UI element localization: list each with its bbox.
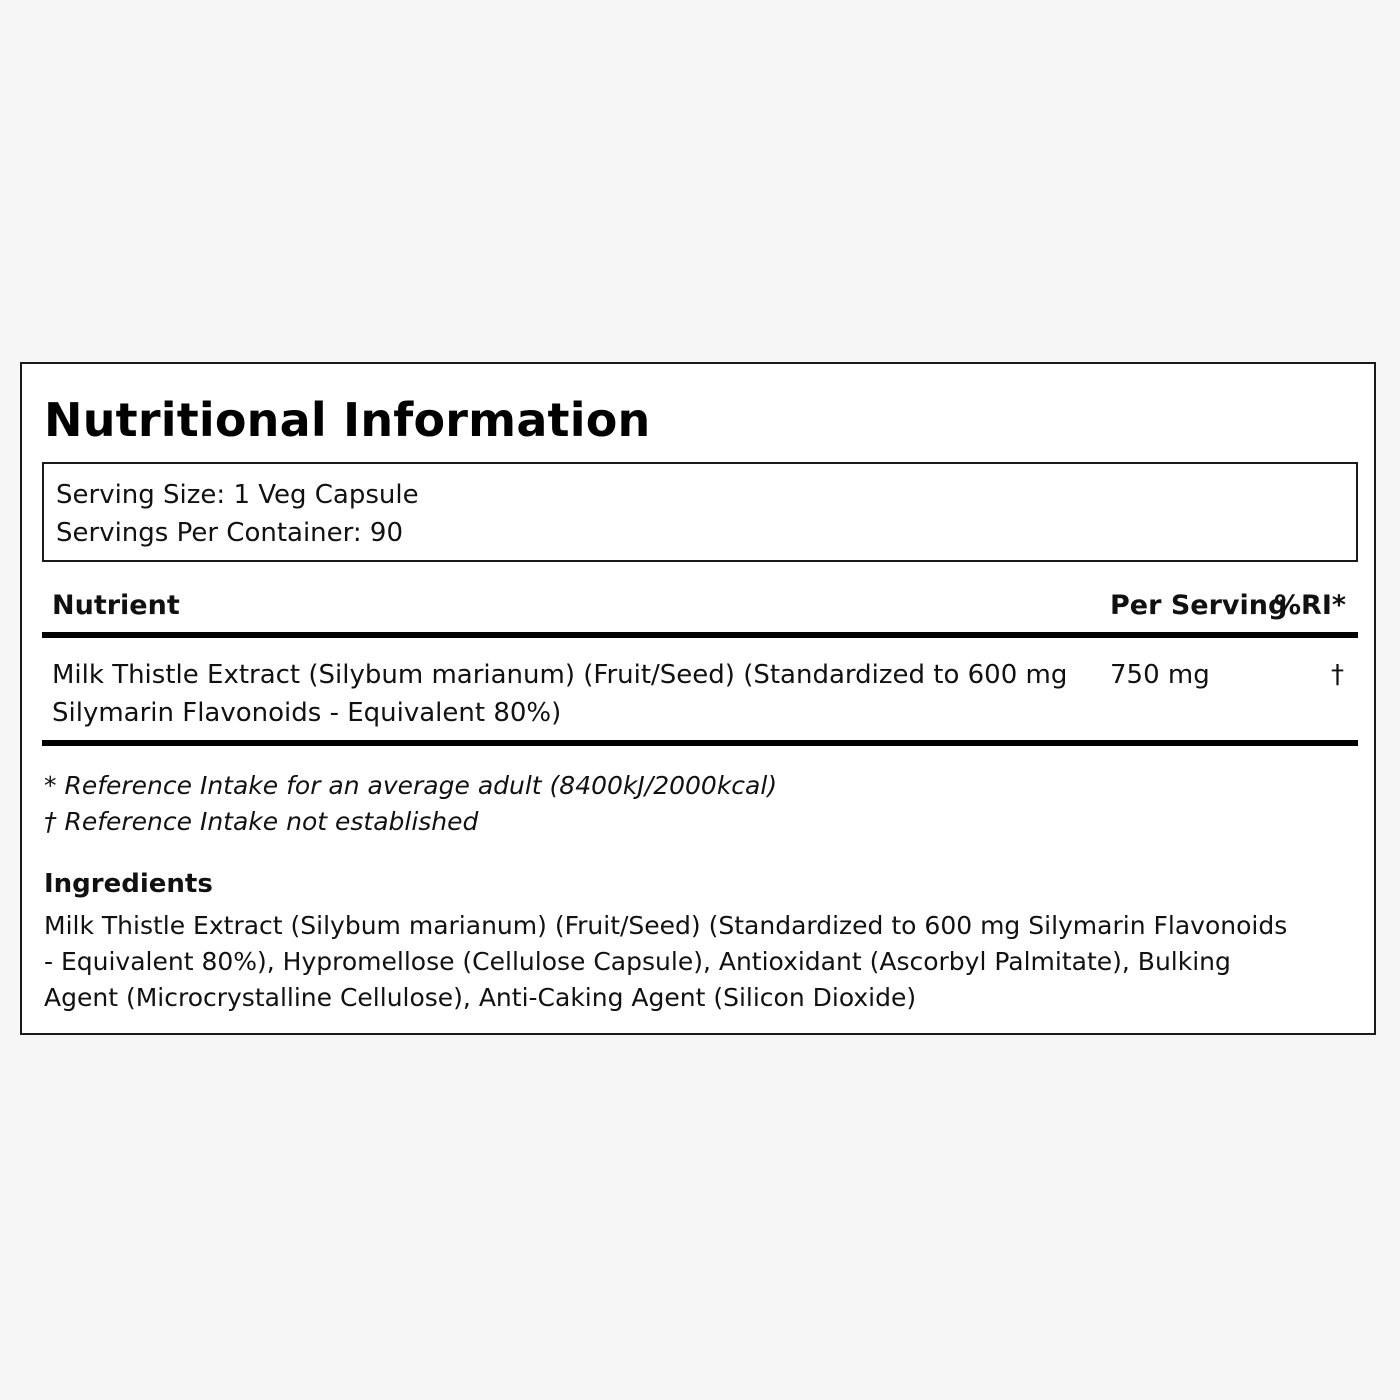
serving-info-box bbox=[42, 462, 1358, 562]
ingredients-text: Milk Thistle Extract (Silybum marianum) (Fruit/Seed) (Standardized to 600 mg Silymarin Flavonoids - Equivalent 80%), Hypromellose (Cellulose Capsule), Antioxidant (Ascorbyl Palmitate), Bulking Agent (Microcrystalline Cellulose), Anti-Caking Agent (Silicon Dioxide) bbox=[44, 911, 1288, 1012]
nutrient-ri: † bbox=[1331, 660, 1344, 690]
label-title: Nutritional Information bbox=[44, 393, 651, 447]
serving-size: Serving Size: 1 Veg Capsule bbox=[56, 480, 419, 510]
footnote-not-established: † Reference Intake not established bbox=[44, 807, 479, 836]
servings-per-container: Servings Per Container: 90 bbox=[56, 518, 404, 548]
table-bottom-divider bbox=[42, 740, 1358, 746]
ingredients-heading: Ingredients bbox=[44, 869, 213, 899]
header-divider bbox=[42, 632, 1358, 638]
nutrition-label bbox=[20, 362, 1376, 1035]
footnote-ri: * Reference Intake for an average adult (8400kJ/2000kcal) bbox=[44, 771, 778, 800]
nutrient-amount: 750 mg bbox=[1110, 660, 1210, 690]
nutrient-name: Milk Thistle Extract (Silybum marianum) (Fruit/Seed) (Standardized to 600 mg Silymarin Flavonoids - Equivalent 80%) bbox=[52, 660, 1068, 728]
footnotes bbox=[44, 768, 777, 840]
column-header-ri: %RI* bbox=[1273, 590, 1346, 621]
column-header-per-serving: Per Serving bbox=[1110, 590, 1288, 621]
column-header-nutrient: Nutrient bbox=[52, 590, 180, 621]
